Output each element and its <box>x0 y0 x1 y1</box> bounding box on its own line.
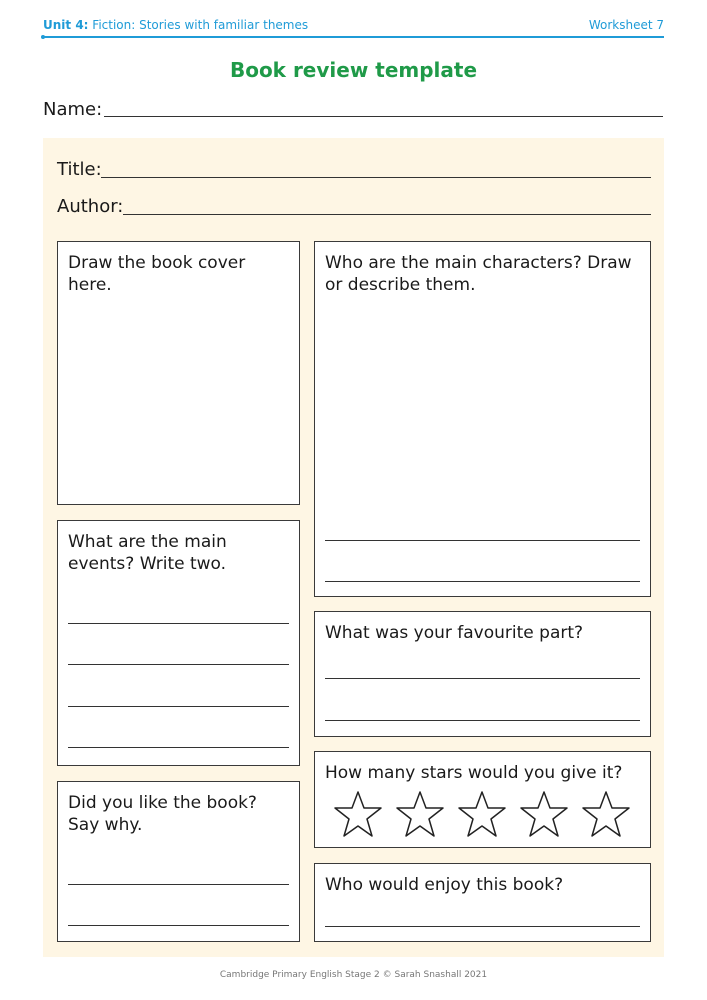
review-panel <box>43 138 664 957</box>
events-line-4[interactable] <box>68 747 289 748</box>
star-icon[interactable] <box>333 790 383 838</box>
footer-copyright: Cambridge Primary English Stage 2 © Sarah Snashall 2021 <box>219 970 488 980</box>
title-label: Title: <box>57 159 102 180</box>
star-rating[interactable] <box>333 790 633 840</box>
stars-box[interactable] <box>314 751 651 848</box>
stars-prompt: How many stars would you give it? <box>325 763 623 783</box>
events-prompt: What are the main events? Write two. <box>68 532 227 574</box>
author-label: Author: <box>57 196 124 217</box>
liked-line-1[interactable] <box>68 884 289 885</box>
star-icon[interactable] <box>581 790 631 838</box>
enjoy-prompt: Who would enjoy this book? <box>325 875 564 895</box>
worksheet-number: Worksheet 7 <box>588 18 664 32</box>
characters-box[interactable] <box>314 241 651 597</box>
events-line-1[interactable] <box>68 623 289 624</box>
header-rule <box>43 36 664 38</box>
liked-prompt: Did you like the book? Say why. <box>68 793 257 835</box>
author-line[interactable] <box>123 214 651 215</box>
page-title: Book review template <box>229 58 478 82</box>
star-icon[interactable] <box>395 790 445 838</box>
enjoy-line[interactable] <box>325 926 640 927</box>
star-icon[interactable] <box>519 790 569 838</box>
cover-prompt: Draw the book cover here. <box>68 253 246 295</box>
cover-box[interactable] <box>57 241 300 505</box>
title-line[interactable] <box>101 177 651 178</box>
name-label: Name: <box>43 99 103 120</box>
events-line-2[interactable] <box>68 664 289 665</box>
unit-title: Fiction: Stories with familiar themes <box>88 18 309 32</box>
favourite-line-2[interactable] <box>325 720 640 721</box>
page-header <box>43 16 664 36</box>
characters-line-2[interactable] <box>325 581 640 582</box>
characters-line-1[interactable] <box>325 540 640 541</box>
favourite-box[interactable] <box>314 611 651 737</box>
star-icon[interactable] <box>457 790 507 838</box>
enjoy-box[interactable] <box>314 863 651 942</box>
liked-box[interactable] <box>57 781 300 942</box>
unit-number: Unit 4: <box>43 18 89 32</box>
header-rule-dot <box>41 35 45 39</box>
favourite-line-1[interactable] <box>325 678 640 679</box>
events-line-3[interactable] <box>68 706 289 707</box>
liked-line-2[interactable] <box>68 925 289 926</box>
favourite-prompt: What was your favourite part? <box>325 623 584 643</box>
unit-heading <box>43 18 308 32</box>
events-box[interactable] <box>57 520 300 766</box>
name-line[interactable] <box>104 116 663 117</box>
characters-prompt: Who are the main characters? Draw or describe them. <box>325 253 632 295</box>
